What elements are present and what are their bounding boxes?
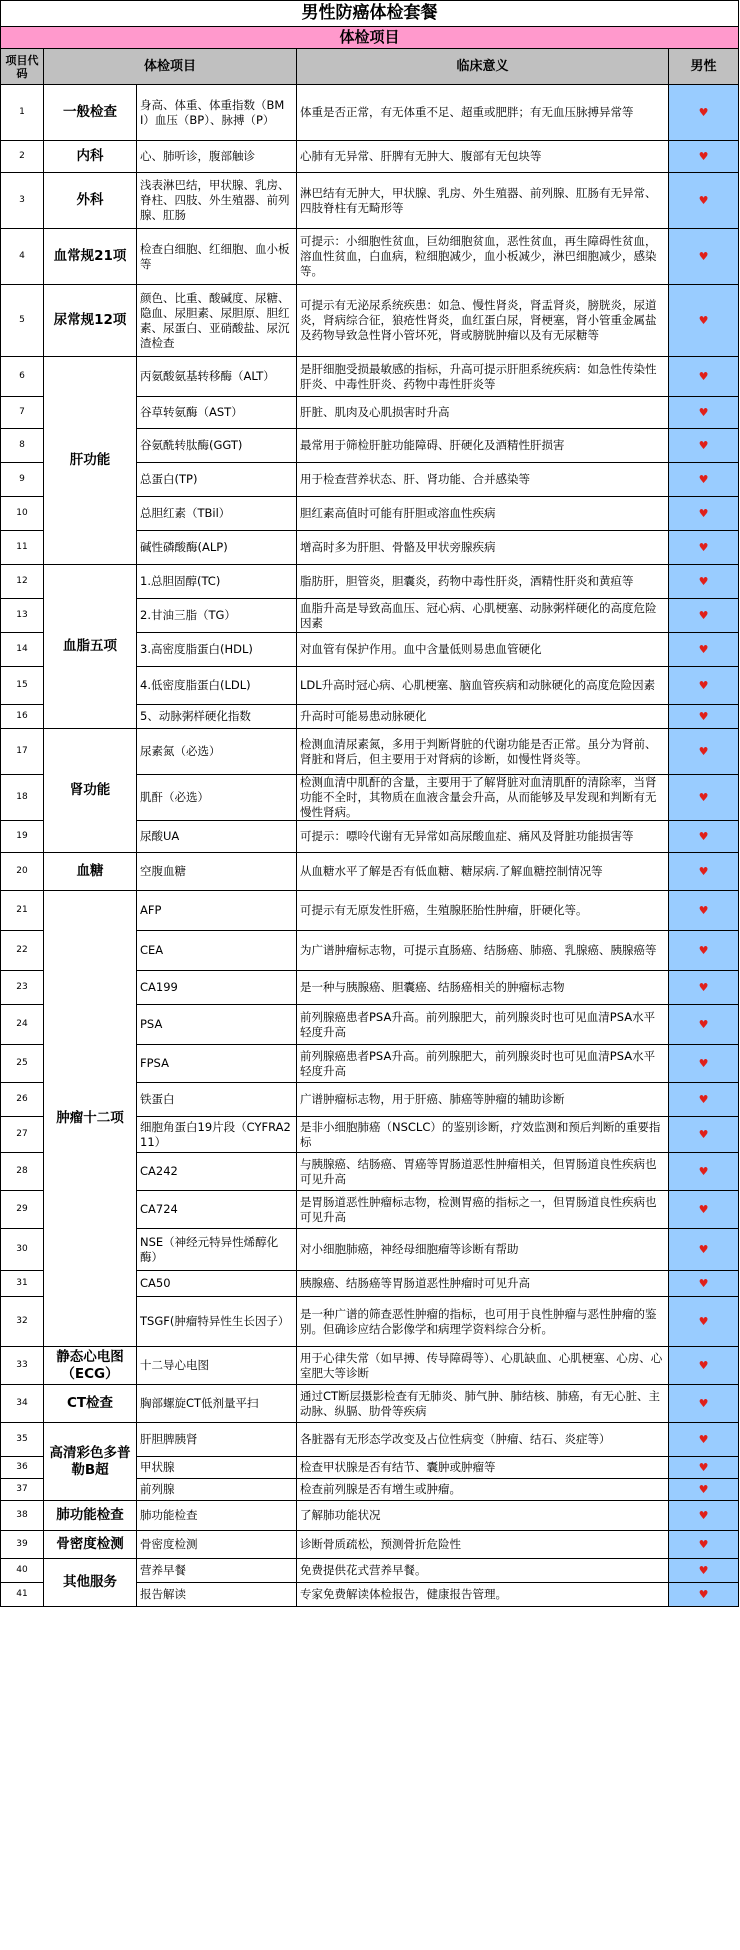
item-code: 5 <box>1 285 44 357</box>
title-row <box>1 1 739 27</box>
package-title: 男性防癌体检套餐 <box>1 1 739 27</box>
male-included-heart-icon: ♥ <box>669 705 739 729</box>
item-name: CA50 <box>137 1271 297 1297</box>
header-meaning: 临床意义 <box>297 49 669 85</box>
table-row <box>1 729 739 775</box>
item-code: 18 <box>1 775 44 821</box>
clinical-meaning: 广谱肿瘤标志物，用于肝癌、肺癌等肿瘤的辅助诊断 <box>297 1083 669 1117</box>
male-included-heart-icon: ♥ <box>669 891 739 931</box>
item-code: 28 <box>1 1153 44 1191</box>
item-code: 39 <box>1 1531 44 1559</box>
male-included-heart-icon: ♥ <box>669 1559 739 1583</box>
male-included-heart-icon: ♥ <box>669 1501 739 1531</box>
clinical-meaning: 对小细胞肺癌，神经母细胞瘤等诊断有帮助 <box>297 1229 669 1271</box>
clinical-meaning: 脂肪肝，胆管炎，胆囊炎，药物中毒性肝炎，酒精性肝炎和黄疸等 <box>297 565 669 599</box>
item-name: 谷氨酰转肽酶(GGT) <box>137 429 297 463</box>
clinical-meaning: 心肺有无异常、肝脾有无肿大、腹部有无包块等 <box>297 141 669 173</box>
item-code: 11 <box>1 531 44 565</box>
male-included-heart-icon: ♥ <box>669 173 739 229</box>
clinical-meaning: 淋巴结有无肿大，甲状腺、乳房、外生殖器、前列腺、肛肠有无异常、四肢脊柱有无畸形等 <box>297 173 669 229</box>
item-code: 15 <box>1 667 44 705</box>
item-code: 31 <box>1 1271 44 1297</box>
item-code: 8 <box>1 429 44 463</box>
clinical-meaning: 前列腺癌患者PSA升高。前列腺肥大，前列腺炎时也可见血清PSA水平轻度升高 <box>297 1045 669 1083</box>
item-name: 肝胆脾胰肾 <box>137 1423 297 1457</box>
male-included-heart-icon: ♥ <box>669 463 739 497</box>
item-name: 骨密度检测 <box>137 1531 297 1559</box>
item-code: 20 <box>1 853 44 891</box>
item-code: 24 <box>1 1005 44 1045</box>
table-row <box>1 85 739 141</box>
item-name: AFP <box>137 891 297 931</box>
male-included-heart-icon: ♥ <box>669 1229 739 1271</box>
group-name: 外科 <box>44 173 137 229</box>
clinical-meaning: 检测血清尿素氮，多用于判断肾脏的代谢功能是否正常。虽分为肾前、肾脏和肾后，但主要用于对肾病的诊断，如慢性肾炎等。 <box>297 729 669 775</box>
male-included-heart-icon: ♥ <box>669 497 739 531</box>
clinical-meaning: 诊断骨质疏松，预测骨折危险性 <box>297 1531 669 1559</box>
item-code: 37 <box>1 1479 44 1501</box>
item-name: FPSA <box>137 1045 297 1083</box>
item-code: 41 <box>1 1583 44 1607</box>
item-name: 前列腺 <box>137 1479 297 1501</box>
item-code: 3 <box>1 173 44 229</box>
item-code: 4 <box>1 229 44 285</box>
male-included-heart-icon: ♥ <box>669 1531 739 1559</box>
table-row <box>1 357 739 397</box>
item-name: CA242 <box>137 1153 297 1191</box>
clinical-meaning: 前列腺癌患者PSA升高。前列腺肥大，前列腺炎时也可见血清PSA水平轻度升高 <box>297 1005 669 1045</box>
clinical-meaning: 与胰腺癌、结肠癌、胃癌等胃肠道恶性肿瘤相关，但胃肠道良性疾病也可见升高 <box>297 1153 669 1191</box>
male-included-heart-icon: ♥ <box>669 821 739 853</box>
male-included-heart-icon: ♥ <box>669 599 739 633</box>
clinical-meaning: 可提示有无泌尿系统疾患：如急、慢性肾炎，肾盂肾炎，膀胱炎，尿道炎，肾病综合征，狼疮性肾炎，血红蛋白尿，肾梗塞，肾小管重金属盐及药物导致急性肾小管坏死，肾或膀胱肿瘤以及有无尿糖等 <box>297 285 669 357</box>
clinical-meaning: 是胃肠道恶性肿瘤标志物，检测胃癌的指标之一，但胃肠道良性疾病也可见升高 <box>297 1191 669 1229</box>
item-code: 21 <box>1 891 44 931</box>
item-code: 27 <box>1 1117 44 1153</box>
male-included-heart-icon: ♥ <box>669 397 739 429</box>
item-name: 铁蛋白 <box>137 1083 297 1117</box>
table-row <box>1 891 739 931</box>
clinical-meaning: 最常用于筛检肝脏功能障碍、肝硬化及酒精性肝损害 <box>297 429 669 463</box>
male-included-heart-icon: ♥ <box>669 1423 739 1457</box>
table-row <box>1 1347 739 1385</box>
clinical-meaning: 通过CT断层摄影检查有无肺炎、肺气肿、肺结核、肺癌，有无心脏、主动脉、纵膈、肋骨等疾病 <box>297 1385 669 1423</box>
clinical-meaning: 从血糖水平了解是否有低血糖、糖尿病.了解血糖控制情况等 <box>297 853 669 891</box>
table-row <box>1 1559 739 1583</box>
item-code: 30 <box>1 1229 44 1271</box>
group-name: 高清彩色多普勒B超 <box>44 1423 137 1501</box>
clinical-meaning: 为广谱肿瘤标志物，可提示直肠癌、结肠癌、肺癌、乳腺癌、胰腺癌等 <box>297 931 669 971</box>
male-included-heart-icon: ♥ <box>669 729 739 775</box>
item-name: 总胆红素（TBil） <box>137 497 297 531</box>
item-code: 35 <box>1 1423 44 1457</box>
clinical-meaning: 是一种与胰腺癌、胆囊癌、结肠癌相关的肿瘤标志物 <box>297 971 669 1005</box>
item-code: 32 <box>1 1297 44 1347</box>
male-included-heart-icon: ♥ <box>669 285 739 357</box>
header-code: 项目代码 <box>1 49 44 85</box>
clinical-meaning: 是肝细胞受损最敏感的指标，升高可提示肝胆系统疾病：如急性传染性肝炎、中毒性肝炎、药物中毒性肝炎等 <box>297 357 669 397</box>
clinical-meaning: 增高时多为肝胆、骨骼及甲状旁腺疾病 <box>297 531 669 565</box>
table-row <box>1 853 739 891</box>
group-name: CT检查 <box>44 1385 137 1423</box>
item-code: 9 <box>1 463 44 497</box>
table-row <box>1 141 739 173</box>
male-included-heart-icon: ♥ <box>669 429 739 463</box>
group-name: 其他服务 <box>44 1559 137 1607</box>
male-included-heart-icon: ♥ <box>669 565 739 599</box>
item-name: TSGF(肿瘤特异性生长因子） <box>137 1297 297 1347</box>
male-included-heart-icon: ♥ <box>669 931 739 971</box>
male-included-heart-icon: ♥ <box>669 357 739 397</box>
item-name: CEA <box>137 931 297 971</box>
item-name: 总蛋白(TP) <box>137 463 297 497</box>
clinical-meaning: 对血管有保护作用。血中含量低则易患血管硬化 <box>297 633 669 667</box>
item-name: 细胞角蛋白19片段（CYFRA211） <box>137 1117 297 1153</box>
clinical-meaning: 用于心律失常（如早搏、传导障碍等）、心肌缺血、心肌梗塞、心房、心室肥大等诊断 <box>297 1347 669 1385</box>
clinical-meaning: 用于检查营养状态、肝、肾功能、合并感染等 <box>297 463 669 497</box>
item-name: 肌酐（必选） <box>137 775 297 821</box>
table-row <box>1 1385 739 1423</box>
group-name: 尿常规12项 <box>44 285 137 357</box>
item-name: 尿酸UA <box>137 821 297 853</box>
male-included-heart-icon: ♥ <box>669 1083 739 1117</box>
header-item: 体检项目 <box>44 49 297 85</box>
group-name: 肺功能检查 <box>44 1501 137 1531</box>
item-code: 13 <box>1 599 44 633</box>
clinical-meaning: 肝脏、肌肉及心肌损害时升高 <box>297 397 669 429</box>
clinical-meaning: 检测血清中肌酐的含量，主要用于了解肾脏对血清肌酐的清除率，当肾功能不全时，其物质在血液含量会升高，从而能够及早发现和判断有无慢性肾病。 <box>297 775 669 821</box>
table-row <box>1 285 739 357</box>
group-name: 血糖 <box>44 853 137 891</box>
clinical-meaning: 检查前列腺是否有增生或肿瘤。 <box>297 1479 669 1501</box>
item-name: 碱性磷酸酶(ALP) <box>137 531 297 565</box>
item-code: 40 <box>1 1559 44 1583</box>
item-code: 33 <box>1 1347 44 1385</box>
table-row <box>1 229 739 285</box>
item-name: 4.低密度脂蛋白(LDL) <box>137 667 297 705</box>
item-code: 29 <box>1 1191 44 1229</box>
male-included-heart-icon: ♥ <box>669 971 739 1005</box>
item-code: 36 <box>1 1457 44 1479</box>
item-name: 胸部螺旋CT低剂量平扫 <box>137 1385 297 1423</box>
table-row <box>1 1423 739 1457</box>
item-name: 空腹血糖 <box>137 853 297 891</box>
item-name: 5、动脉粥样硬化指数 <box>137 705 297 729</box>
male-included-heart-icon: ♥ <box>669 1583 739 1607</box>
item-name: PSA <box>137 1005 297 1045</box>
clinical-meaning: 免费提供花式营养早餐。 <box>297 1559 669 1583</box>
item-code: 10 <box>1 497 44 531</box>
table-body <box>1 1 739 1607</box>
male-included-heart-icon: ♥ <box>669 1457 739 1479</box>
item-code: 25 <box>1 1045 44 1083</box>
item-code: 14 <box>1 633 44 667</box>
item-name: 甲状腺 <box>137 1457 297 1479</box>
male-included-heart-icon: ♥ <box>669 141 739 173</box>
item-name: 丙氨酸氨基转移酶（ALT） <box>137 357 297 397</box>
male-included-heart-icon: ♥ <box>669 229 739 285</box>
clinical-meaning: 是一种广谱的筛查恶性肿瘤的指标，也可用于良性肿瘤与恶性肿瘤的鉴别。但确诊应结合影像学和病理学资料综合分析。 <box>297 1297 669 1347</box>
item-code: 26 <box>1 1083 44 1117</box>
clinical-meaning: 胆红素高值时可能有肝胆或溶血性疾病 <box>297 497 669 531</box>
item-code: 22 <box>1 931 44 971</box>
item-name: 颜色、比重、酸碱度、尿糖、隐血、尿胆素、尿胆原、胆红素、尿蛋白、亚硝酸盐、尿沉渣检查 <box>137 285 297 357</box>
male-included-heart-icon: ♥ <box>669 853 739 891</box>
clinical-meaning: 了解肺功能状况 <box>297 1501 669 1531</box>
group-name: 一般检查 <box>44 85 137 141</box>
clinical-meaning: 专家免费解读体检报告，健康报告管理。 <box>297 1583 669 1607</box>
group-name: 血脂五项 <box>44 565 137 729</box>
item-code: 6 <box>1 357 44 397</box>
item-code: 34 <box>1 1385 44 1423</box>
section-title: 体检项目 <box>1 27 739 49</box>
male-included-heart-icon: ♥ <box>669 1191 739 1229</box>
item-name: CA199 <box>137 971 297 1005</box>
clinical-meaning: 胰腺癌、结肠癌等胃肠道恶性肿瘤时可见升高 <box>297 1271 669 1297</box>
table-row <box>1 173 739 229</box>
item-name: NSE（神经元特异性烯醇化酶） <box>137 1229 297 1271</box>
clinical-meaning: LDL升高时冠心病、心肌梗塞、脑血管疾病和动脉硬化的高度危险因素 <box>297 667 669 705</box>
section-row <box>1 27 739 49</box>
male-included-heart-icon: ♥ <box>669 1347 739 1385</box>
male-included-heart-icon: ♥ <box>669 1297 739 1347</box>
item-name: 3.高密度脂蛋白(HDL) <box>137 633 297 667</box>
item-name: 身高、体重、体重指数（BMI）血压（BP）、脉搏（P） <box>137 85 297 141</box>
male-included-heart-icon: ♥ <box>669 531 739 565</box>
clinical-meaning: 可提示有无原发性肝癌，生殖腺胚胎性肿瘤，肝硬化等。 <box>297 891 669 931</box>
male-included-heart-icon: ♥ <box>669 1385 739 1423</box>
male-included-heart-icon: ♥ <box>669 1153 739 1191</box>
group-name: 内科 <box>44 141 137 173</box>
item-code: 7 <box>1 397 44 429</box>
item-code: 12 <box>1 565 44 599</box>
item-name: 1.总胆固醇(TC) <box>137 565 297 599</box>
item-name: 肺功能检查 <box>137 1501 297 1531</box>
item-code: 19 <box>1 821 44 853</box>
clinical-meaning: 血脂升高是导致高血压、冠心病、心肌梗塞、动脉粥样硬化的高度危险因素 <box>297 599 669 633</box>
item-name: 尿素氮（必选） <box>137 729 297 775</box>
clinical-meaning: 各脏器有无形态学改变及占位性病变（肿瘤、结石、炎症等） <box>297 1423 669 1457</box>
clinical-meaning: 检查甲状腺是否有结节、囊肿或肿瘤等 <box>297 1457 669 1479</box>
male-included-heart-icon: ♥ <box>669 775 739 821</box>
table-row <box>1 1531 739 1559</box>
item-code: 16 <box>1 705 44 729</box>
item-code: 38 <box>1 1501 44 1531</box>
item-code: 23 <box>1 971 44 1005</box>
group-name: 静态心电图（ECG） <box>44 1347 137 1385</box>
item-name: 检查白细胞、红细胞、血小板等 <box>137 229 297 285</box>
item-name: 十二导心电图 <box>137 1347 297 1385</box>
item-code: 17 <box>1 729 44 775</box>
item-code: 2 <box>1 141 44 173</box>
clinical-meaning: 体重是否正常，有无体重不足、超重或肥胖；有无血压脉搏异常等 <box>297 85 669 141</box>
group-name: 肝功能 <box>44 357 137 565</box>
male-included-heart-icon: ♥ <box>669 1271 739 1297</box>
male-included-heart-icon: ♥ <box>669 1045 739 1083</box>
table-row <box>1 565 739 599</box>
male-included-heart-icon: ♥ <box>669 633 739 667</box>
group-name: 骨密度检测 <box>44 1531 137 1559</box>
group-name: 血常规21项 <box>44 229 137 285</box>
item-name: 2.甘油三脂（TG） <box>137 599 297 633</box>
item-name: 谷草转氨酶（AST） <box>137 397 297 429</box>
clinical-meaning: 升高时可能易患动脉硬化 <box>297 705 669 729</box>
item-name: 报告解读 <box>137 1583 297 1607</box>
group-name: 肿瘤十二项 <box>44 891 137 1347</box>
group-name: 肾功能 <box>44 729 137 853</box>
item-name: CA724 <box>137 1191 297 1229</box>
header-male: 男性 <box>669 49 739 85</box>
male-included-heart-icon: ♥ <box>669 85 739 141</box>
header-row <box>1 49 739 85</box>
item-name: 营养早餐 <box>137 1559 297 1583</box>
clinical-meaning: 是非小细胞肺癌（NSCLC）的鉴别诊断，疗效监测和预后判断的重要指标 <box>297 1117 669 1153</box>
male-included-heart-icon: ♥ <box>669 1117 739 1153</box>
item-code: 1 <box>1 85 44 141</box>
male-included-heart-icon: ♥ <box>669 1005 739 1045</box>
table-row <box>1 1501 739 1531</box>
item-name: 浅表淋巴结，甲状腺、乳房、脊柱、四肢、外生殖器、前列腺、肛肠 <box>137 173 297 229</box>
clinical-meaning: 可提示：小细胞性贫血，巨幼细胞贫血，恶性贫血，再生障碍性贫血，溶血性贫血，白血病，粒细胞减少，血小板减少，淋巴细胞减少，感染等。 <box>297 229 669 285</box>
male-included-heart-icon: ♥ <box>669 1479 739 1501</box>
clinical-meaning: 可提示：嘌呤代谢有无异常如高尿酸血症、痛风及肾脏功能损害等 <box>297 821 669 853</box>
item-name: 心、肺听诊，腹部触诊 <box>137 141 297 173</box>
male-included-heart-icon: ♥ <box>669 667 739 705</box>
